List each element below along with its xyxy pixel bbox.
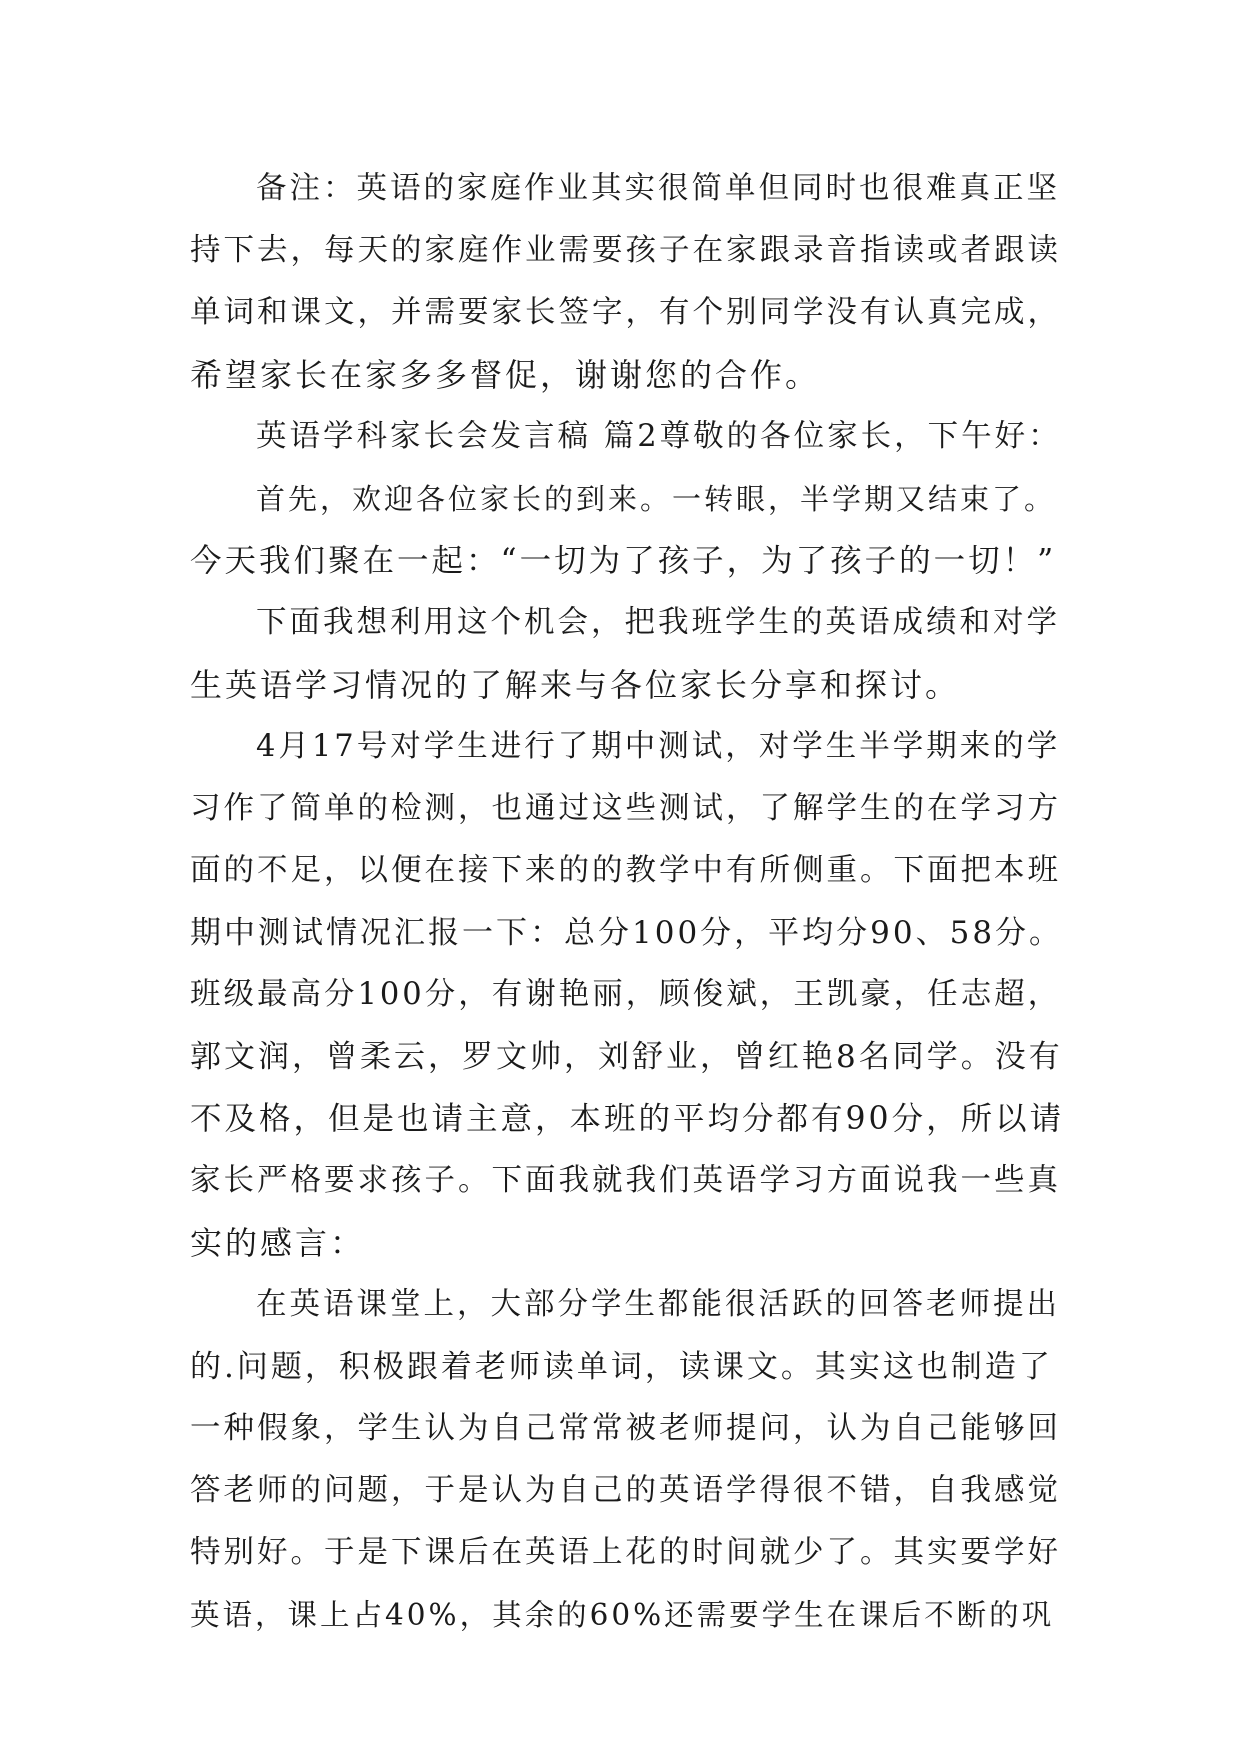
text-line: 在英语课堂上，大部分学生都能很活跃的回答老师提出 xyxy=(256,1287,1060,1322)
text-line: 英语学科家长会发言稿 篇2尊敬的各位家长，下午好： xyxy=(256,419,1062,454)
text-line: 实的感言： xyxy=(190,1224,366,1262)
text-line: 备注：英语的家庭作业其实很简单但同时也很难真正坚 xyxy=(256,171,1060,206)
text-line: 面的不足，以便在接下来的的教学中有所侧重。下面把本班 xyxy=(190,853,1061,888)
text-line: 特别好。于是下课后在英语上花的时间就少了。其实要学好 xyxy=(190,1535,1061,1570)
text-line: 生英语学习情况的了解来与各位家长分享和探讨。 xyxy=(190,666,961,704)
text-line: 的.问题，积极跟着老师读单词，读课文。其实这也制造了 xyxy=(190,1349,1053,1385)
text-line: 不及格，但是也请主意，本班的平均分都有90分，所以请 xyxy=(190,1101,1065,1137)
text-line: 首先，欢迎各位家长的到来。一转眼，半学期又结束了。 xyxy=(256,482,1057,516)
text-line: 习作了简单的检测，也通过这些测试，了解学生的在学习方 xyxy=(190,791,1061,826)
text-line: 家长严格要求孩子。下面我就我们英语学习方面说我一些真 xyxy=(190,1163,1061,1198)
text-line: 4月17号对学生进行了期中测试，对学生半学期来的学 xyxy=(256,729,1061,764)
text-line: 英语，课上占40%，其余的60%还需要学生在课后不断的巩 xyxy=(190,1598,1055,1632)
text-line: 班级最高分100分，有谢艳丽，顾俊斌，王凯豪，任志超， xyxy=(190,977,1062,1012)
text-line: 希望家长在家多多督促，谢谢您的合作。 xyxy=(190,356,821,394)
body-text xyxy=(190,158,1065,1646)
text-line: 下面我想利用这个机会，把我班学生的英语成绩和对学 xyxy=(256,605,1060,640)
text-line: 答老师的问题，于是认为自己的英语学得很不错，自我感觉 xyxy=(190,1473,1061,1508)
text-line: 今天我们聚在一起：“一切为了孩子，为了孩子的一切！” xyxy=(190,543,1057,579)
text-line: 期中测试情况汇报一下：总分100分，平均分90、58分。 xyxy=(190,915,1064,951)
text-line: 单词和课文，并需要家长签字，有个别同学没有认真完成， xyxy=(190,295,1061,330)
text-line: 郭文润，曾柔云，罗文帅，刘舒业，曾红艳8名同学。没有 xyxy=(190,1039,1063,1075)
text-line: 一种假象，学生认为自己常常被老师提问，认为自己能够回 xyxy=(190,1411,1061,1446)
text-line: 持下去，每天的家庭作业需要孩子在家跟录音指读或者跟读 xyxy=(190,233,1061,268)
